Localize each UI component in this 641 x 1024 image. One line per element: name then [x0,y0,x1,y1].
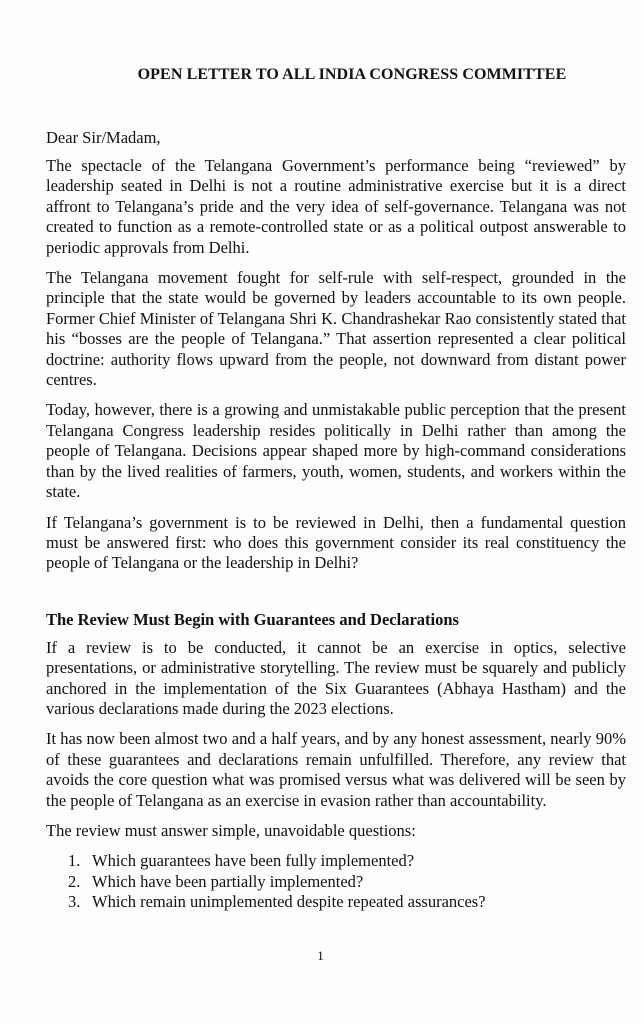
list-text: Which guarantees have been fully implemented? [92,851,415,871]
list-number: 2. [68,871,81,891]
list-item [68,851,626,871]
questions-intro: The review must answer simple, unavoidable questions: [46,820,416,840]
paragraph: If Telangana’s government is to be reviewed in Delhi, then a fundamental question must be answered first: who does this government consider its real constituency the people of Telangana or the leadership in Delhi? [46,512,626,573]
paragraph: The Telangana movement fought for self-rule with self-respect, grounded in the principle that the state would be governed by leaders accountable to its own people. Former Chief Minister of Telangana Shri K. Chandrashekar Rao consistently stated that his “bosses are the people of Telangana.” That assertion represented a clear political doctrine: authority flows upward from the people, not downward from distant power centres. [46,268,626,390]
list-number: 1. [68,851,81,871]
salutation: Dear Sir/Madam, [46,128,161,147]
paragraph: Today, however, there is a growing and unmistakable public perception that the present Telangana Congress leadership resides politically in Delhi rather than among the people of Telangana. Decisions appear shaped more by high-command considerations than by the lived realities of farmers, youth, women, students, and workers within the state. [46,400,626,502]
list-item [68,892,626,912]
letter-title: OPEN LETTER TO ALL INDIA CONGRESS COMMITTEE [137,66,567,83]
paragraph: If a review is to be conducted, it cannot be an exercise in optics, selective presentations, or administrative storytelling. The review must be squarely and publicly anchored in the implementation of the Six Guarantees (Abhaya Hastham) and the various declarations made during the 2023 elections. [46,637,626,718]
paragraph: It has now been almost two and a half years, and by any honest assessment, nearly 90% of these guarantees and declarations remain unfulfilled. Therefore, any review that avoids the core question what was promised versus what was delivered will be seen by the people of Telangana as an exercise in evasion rather than accountability. [46,729,626,810]
page-number: 1 [317,948,324,963]
list-number: 3. [68,892,81,912]
section-heading: The Review Must Begin with Guarantees and Declarations [46,609,459,629]
list-text: Which have been partially implemented? [92,871,364,891]
list-text: Which remain unimplemented despite repeated assurances? [92,892,486,912]
paragraph: The spectacle of the Telangana Government’s performance being “reviewed” by leadership seated in Delhi is not a routine administrative exercise but it is a direct affront to Telangana’s pride and the very idea of self-governance. Telangana was not created to function as a remote-controlled state or as a political outpost answerable to periodic approvals from Delhi. [46,156,626,257]
list-item [68,872,626,892]
questions-list [46,851,626,912]
